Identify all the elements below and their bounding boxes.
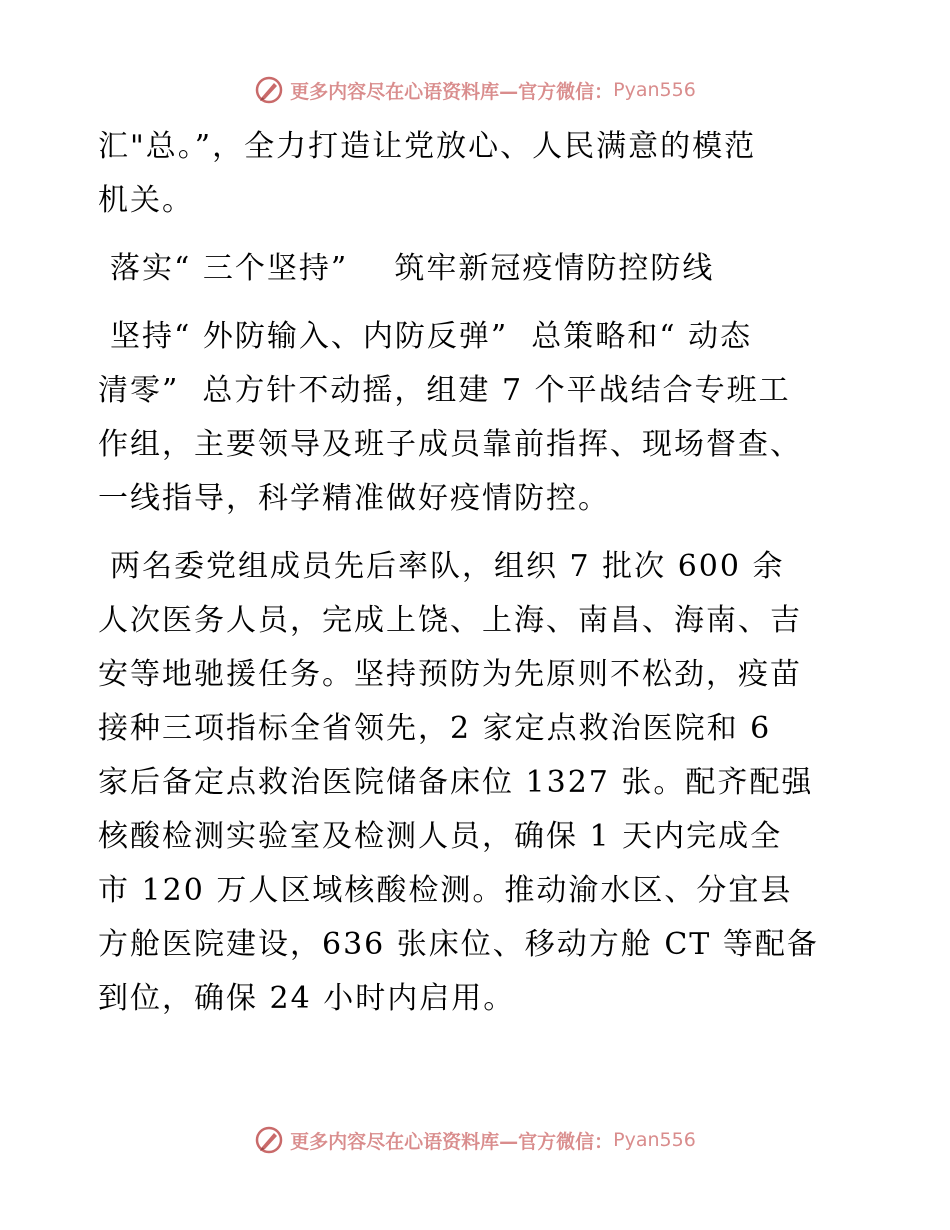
watermark-wechat-id: Pyan556 <box>613 79 696 101</box>
pen-logo-icon <box>254 1125 284 1155</box>
footer-watermark <box>0 1120 950 1160</box>
paragraph-medical-support <box>98 540 858 1026</box>
document-body <box>98 120 858 1040</box>
text-line: 家后备定点救治医院储备床位 1327 张。配齐配强 <box>98 765 814 800</box>
watermark-text: 更多内容尽在心语资料库—官方微信： <box>290 1130 614 1153</box>
paragraph-strategy <box>98 310 858 526</box>
text-line: 两名委党组成员先后率队，组织 7 批次 600 余 <box>110 549 785 584</box>
text-line: 作组，主要领导及班子成员靠前指挥、现场督查、 <box>98 427 802 462</box>
text-line: 到位，确保 24 小时内启用。 <box>98 981 516 1016</box>
watermark-wechat-id: Pyan556 <box>613 1129 696 1151</box>
section-heading <box>98 242 858 296</box>
text-line: 汇"总。”，全力打造让党放心、人民满意的模范 <box>98 129 757 164</box>
paragraph-continuation <box>98 120 858 228</box>
text-line: 方舱医院建设，636 张床位、移动方舱 CT 等配备 <box>98 927 819 962</box>
text-line: 核酸检测实验室及检测人员，确保 1 天内完成全 <box>98 819 783 854</box>
pen-logo-icon <box>254 75 284 105</box>
text-line: 安等地驰援任务。坚持预防为先原则不松劲，疫苗 <box>98 657 802 692</box>
watermark-text: 更多内容尽在心语资料库—官方微信： <box>290 80 614 103</box>
text-line: 接种三项指标全省领先，2 家定点救治医院和 6 <box>98 711 772 746</box>
text-line: 清零” 总方针不动摇，组建 7 个平战结合专班工 <box>98 373 791 408</box>
text-line: 一线指导，科学精准做好疫情防控。 <box>98 481 610 516</box>
text-line: 坚持“ 外防输入、内防反弹” 总策略和“ 动态 <box>110 319 753 354</box>
heading-line: 落实“ 三个坚持” 筑牢新冠疫情防控防线 <box>110 251 715 286</box>
text-line: 人次医务人员，完成上饶、上海、南昌、海南、吉 <box>98 603 802 638</box>
text-line: 市 120 万人区域核酸检测。推动渝水区、分宜县 <box>98 873 793 908</box>
text-line: 机关。 <box>98 183 194 218</box>
header-watermark <box>0 70 950 110</box>
